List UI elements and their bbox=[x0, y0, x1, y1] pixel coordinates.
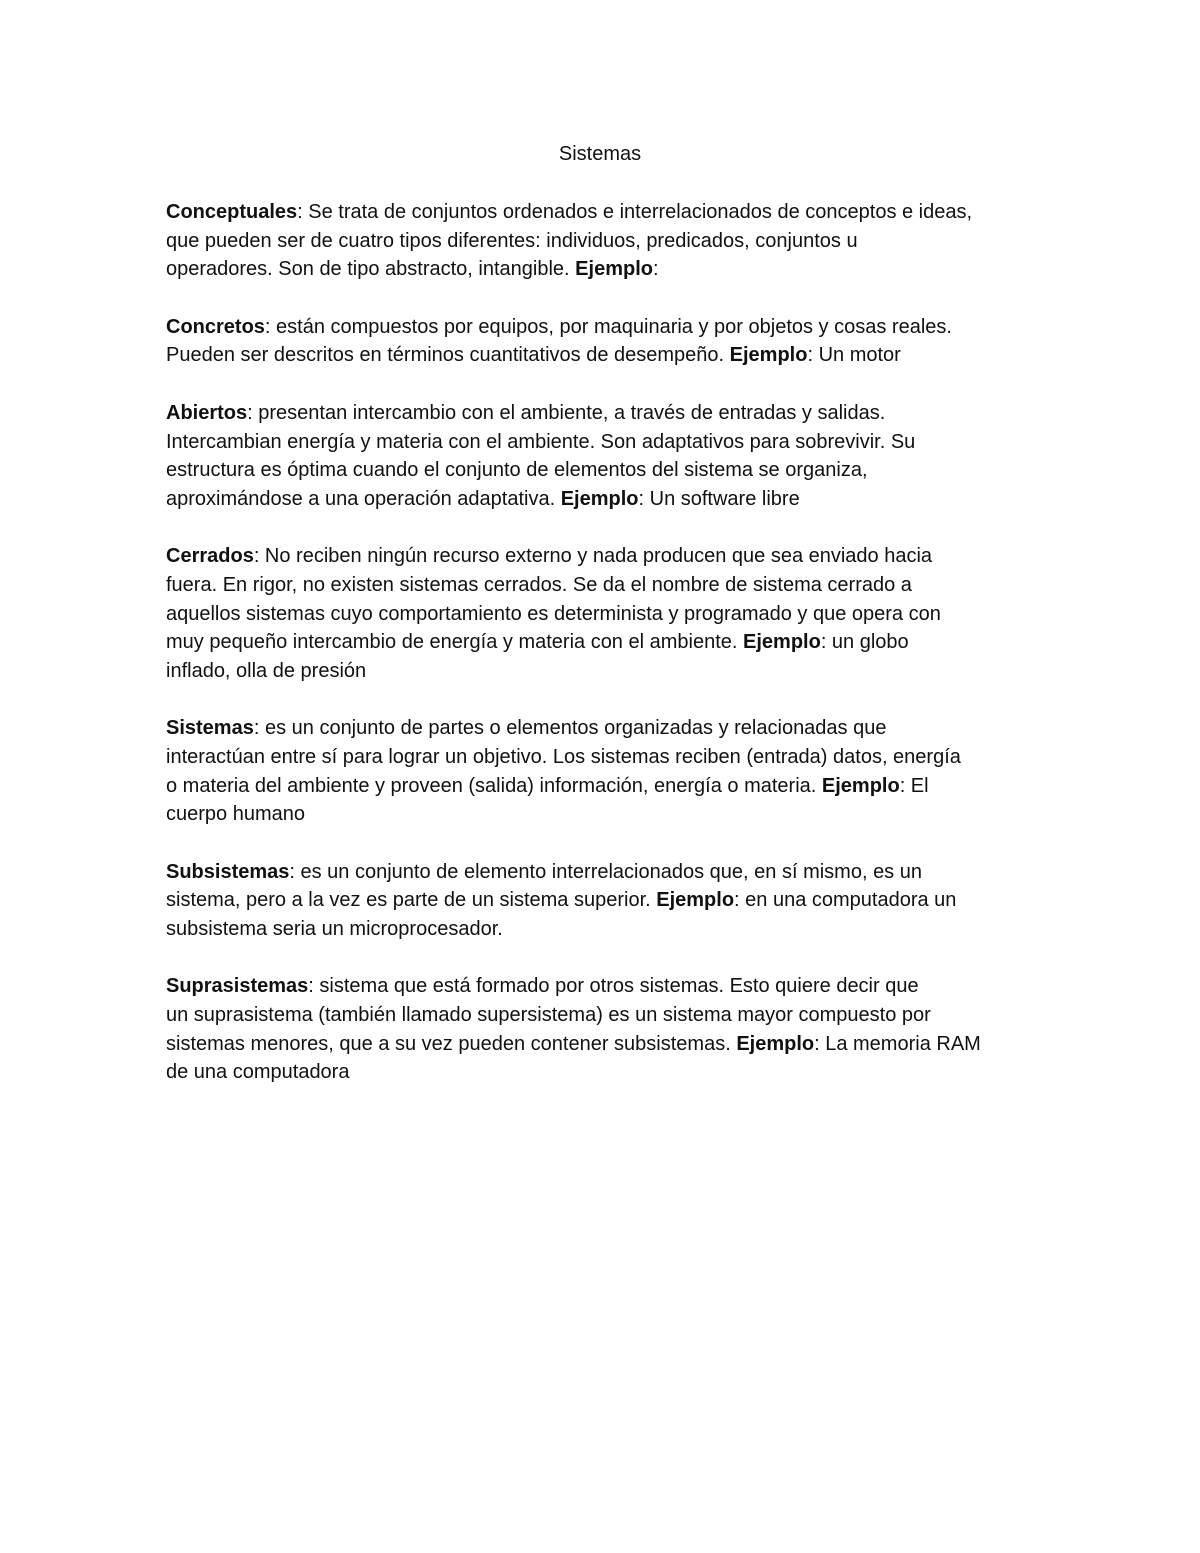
line-text: : están compuestos por equipos, por maquinaria y por objetos y cosas reales. bbox=[264, 315, 952, 338]
line-text: aproximándose a una operación adaptativa. bbox=[166, 487, 561, 510]
example-text: : bbox=[652, 258, 659, 281]
example-label: Ejemplo bbox=[560, 487, 639, 510]
line-text: operadores. Son de tipo abstracto, intangible. bbox=[166, 258, 576, 281]
example-text: : en una computadora un bbox=[734, 889, 957, 912]
line-text: o materia del ambiente y proveen (salida) información, energía o materia. bbox=[166, 774, 822, 797]
paragraph-line bbox=[166, 198, 1041, 227]
paragraph-line: inflado, olla de presión bbox=[166, 659, 367, 682]
paragraph-line bbox=[166, 714, 1041, 743]
example-label: Ejemplo bbox=[821, 774, 900, 797]
paragraph-line: interactúan entre sí para lograr un objetivo. Los sistemas reciben (entrada) datos, energía bbox=[166, 745, 961, 768]
paragraph-line bbox=[166, 542, 1041, 571]
line-text: : sistema que está formado por otros sistemas. Esto quiere decir que bbox=[308, 975, 919, 998]
section-term: Concretos bbox=[166, 315, 265, 338]
example-text: : Un software libre bbox=[638, 487, 800, 510]
paragraph-line bbox=[166, 313, 1041, 342]
section-term: Subsistemas bbox=[166, 860, 290, 883]
line-text: muy pequeño intercambio de energía y materia con el ambiente. bbox=[166, 631, 744, 654]
paragraph-line bbox=[166, 341, 1041, 370]
section-suprasistemas bbox=[166, 972, 1041, 1086]
line-text: sistema, pero a la vez es parte de un sistema superior. bbox=[166, 889, 657, 912]
line-text: Pueden ser descritos en términos cuantitativos de desempeño. bbox=[166, 344, 730, 367]
paragraph-line: estructura es óptima cuando el conjunto de elementos del sistema se organiza, bbox=[166, 459, 868, 482]
paragraph-line: subsistema seria un microprocesador. bbox=[166, 917, 503, 940]
line-text: : Se trata de conjuntos ordenados e interrelacionados de conceptos e ideas, bbox=[297, 201, 973, 223]
section-conceptuales bbox=[166, 198, 1041, 284]
paragraph-line: que pueden ser de cuatro tipos diferentes: individuos, predicados, conjuntos u bbox=[166, 229, 858, 252]
section-term: Sistemas bbox=[166, 717, 254, 740]
paragraph-line: Intercambian energía y materia con el ambiente. Son adaptativos para sobrevivir. Su bbox=[166, 430, 916, 453]
section-term: Abiertos bbox=[166, 401, 248, 424]
paragraph-line bbox=[166, 972, 1041, 1001]
example-text: : un globo bbox=[820, 631, 909, 654]
example-label: Ejemplo bbox=[743, 631, 821, 654]
paragraph-line bbox=[166, 858, 1041, 887]
paragraph-line: aquellos sistemas cuyo comportamiento es determinista y programado y que opera con bbox=[166, 602, 941, 625]
paragraph-line bbox=[166, 1030, 1041, 1059]
line-text: : es un conjunto de elemento interrelacionados que, en sí mismo, es un bbox=[289, 860, 922, 883]
example-label: Ejemplo bbox=[729, 344, 808, 367]
section-term: Suprasistemas bbox=[166, 975, 309, 998]
paragraph-line bbox=[166, 886, 1041, 915]
line-text: sistemas menores, que a su vez pueden contener subsistemas. bbox=[166, 1032, 737, 1055]
paragraph-line: un suprasistema (también llamado supersistema) es un sistema mayor compuesto por bbox=[166, 1004, 931, 1027]
section-subsistemas bbox=[166, 858, 1041, 944]
example-label: Ejemplo bbox=[575, 258, 653, 281]
example-text: : La memoria RAM bbox=[814, 1032, 981, 1055]
document-body bbox=[166, 198, 1041, 1116]
example-text: : Un motor bbox=[807, 344, 901, 367]
section-cerrados bbox=[166, 542, 1041, 685]
paragraph-line: fuera. En rigor, no existen sistemas cerrados. Se da el nombre de sistema cerrado a bbox=[166, 573, 912, 596]
section-sistemas bbox=[166, 714, 1041, 828]
section-abiertos bbox=[166, 399, 1041, 513]
paragraph-line bbox=[166, 399, 1041, 428]
line-text: : presentan intercambio con el ambiente, a través de entradas y salidas. bbox=[247, 401, 886, 424]
section-term: Conceptuales bbox=[166, 201, 298, 223]
section-term: Cerrados bbox=[166, 545, 254, 568]
section-concretos bbox=[166, 313, 1041, 370]
paragraph-line bbox=[166, 772, 1041, 801]
paragraph-line bbox=[166, 255, 1041, 284]
example-label: Ejemplo bbox=[656, 889, 735, 912]
line-text: : es un conjunto de partes o elementos organizadas y relacionadas que bbox=[253, 717, 887, 740]
paragraph-line bbox=[166, 628, 1041, 657]
line-text: : No reciben ningún recurso externo y nada producen que sea enviado hacia bbox=[253, 545, 933, 568]
document-title: Sistemas bbox=[558, 143, 642, 165]
paragraph-line bbox=[166, 485, 1041, 514]
example-text: : El bbox=[899, 774, 929, 797]
paragraph-line: cuerpo humano bbox=[166, 803, 305, 826]
paragraph-line: de una computadora bbox=[166, 1061, 350, 1084]
example-label: Ejemplo bbox=[736, 1032, 815, 1055]
